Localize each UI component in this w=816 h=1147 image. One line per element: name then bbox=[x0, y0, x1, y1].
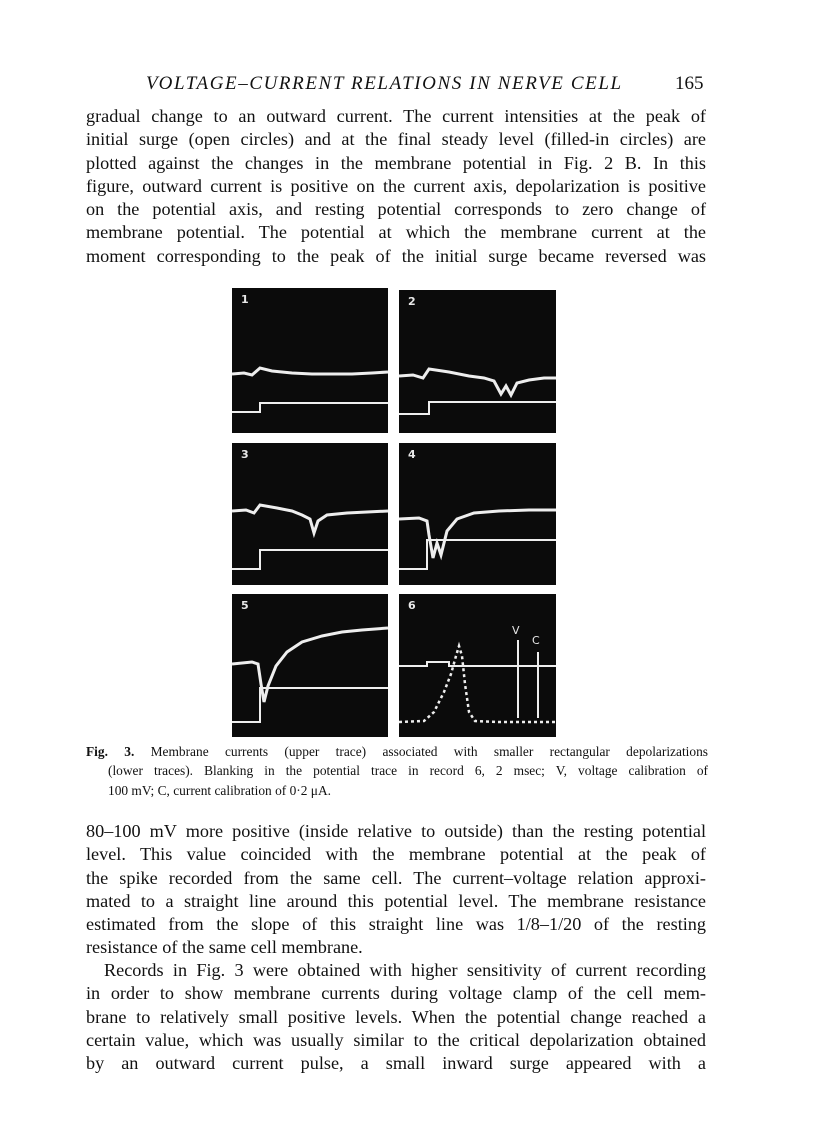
current-trace bbox=[399, 369, 556, 395]
text-line: Records in Fig. 3 were obtained with higher sensitivity of current recording bbox=[104, 960, 706, 980]
oscilloscope-record-2 bbox=[399, 290, 556, 433]
text-line: initial surge (open circles) and at the final steady level (filled-in circles) are bbox=[86, 129, 706, 150]
panel-label: 1 bbox=[241, 293, 249, 306]
potential-trace bbox=[399, 662, 556, 666]
text-line: plotted against the changes in the membrane potential in Fig. 2 B. In this bbox=[86, 152, 706, 173]
current-trace bbox=[232, 628, 388, 702]
panel-label: 6 bbox=[408, 599, 416, 612]
panel-label: 3 bbox=[241, 448, 249, 461]
paragraph-bottom bbox=[86, 959, 706, 1075]
panel-label: 2 bbox=[408, 295, 416, 308]
text-line: certain value, which was usually similar to the critical depolarization obtained bbox=[86, 1029, 706, 1050]
record-5-traces bbox=[232, 594, 388, 737]
text-line: membrane potential. The potential at which the membrane current at the bbox=[86, 222, 706, 243]
current-trace bbox=[232, 505, 388, 533]
text-line: estimated from the slope of this straight line was 1/8–1/20 of the resting bbox=[86, 914, 706, 935]
spike-trace bbox=[399, 646, 556, 722]
text-line: 80–100 mV more positive (inside relative to outside) than the resting potential bbox=[86, 821, 706, 841]
text-line: on the potential axis, and resting potential corresponds to zero change of bbox=[86, 199, 706, 220]
potential-trace bbox=[232, 688, 388, 722]
text-line: gradual change to an outward current. The current intensities at the peak of bbox=[86, 106, 706, 126]
figure-caption bbox=[86, 742, 708, 800]
record-4-traces bbox=[399, 443, 556, 585]
text-line: in order to show membrane currents during voltage clamp of the cell mem- bbox=[86, 983, 706, 1004]
caption-text: Membrane currents (upper trace) associated with smaller rectangular depolarizations bbox=[150, 744, 708, 759]
record-2-traces bbox=[399, 290, 556, 433]
potential-trace bbox=[232, 550, 388, 569]
record-6-traces bbox=[399, 594, 556, 737]
voltage-calibration-label: V bbox=[512, 624, 520, 637]
text-line: the spike recorded from the same cell. The current–voltage relation approxi- bbox=[86, 867, 706, 888]
oscilloscope-record-5 bbox=[232, 594, 388, 737]
page-number: 165 bbox=[675, 73, 704, 94]
oscilloscope-record-4 bbox=[399, 443, 556, 585]
paragraph-middle bbox=[86, 820, 706, 960]
record-1-traces bbox=[232, 288, 388, 433]
caption-text: (lower traces). Blanking in the potential trace in record 6, 2 msec; V, voltage calibration of bbox=[108, 763, 708, 779]
text-line: figure, outward current is positive on the current axis, depolarization is positive bbox=[86, 175, 706, 196]
oscilloscope-record-6 bbox=[399, 594, 556, 737]
text-line: level. This value coincided with the membrane potential at the peak of bbox=[86, 844, 706, 865]
current-trace bbox=[399, 510, 556, 558]
potential-trace bbox=[399, 540, 556, 569]
oscilloscope-record-3 bbox=[232, 443, 388, 585]
record-3-traces bbox=[232, 443, 388, 585]
text-line: moment corresponding to the peak of the initial surge became reversed was bbox=[86, 245, 706, 266]
panel-label: 5 bbox=[241, 599, 249, 612]
text-line: brane to relatively small positive levels. When the potential change reached a bbox=[86, 1006, 706, 1027]
panel-label: 4 bbox=[408, 448, 416, 461]
running-title: VOLTAGE–CURRENT RELATIONS IN NERVE CELL bbox=[146, 73, 623, 94]
text-line: mated to a straight line around this potential level. The membrane resistance bbox=[86, 890, 706, 911]
paragraph-top bbox=[86, 105, 706, 268]
text-line: resistance of the same cell membrane. bbox=[86, 937, 363, 958]
oscilloscope-record-1 bbox=[232, 288, 388, 433]
potential-trace bbox=[232, 403, 388, 412]
potential-trace bbox=[399, 402, 556, 414]
caption-label: Fig. 3. bbox=[86, 744, 135, 759]
current-trace bbox=[232, 368, 388, 375]
text-line: by an outward current pulse, a small inward surge appeared with a bbox=[86, 1053, 706, 1074]
caption-text: 100 mV; C, current calibration of 0·2 μA. bbox=[108, 782, 331, 798]
current-calibration-label: C bbox=[532, 634, 540, 647]
